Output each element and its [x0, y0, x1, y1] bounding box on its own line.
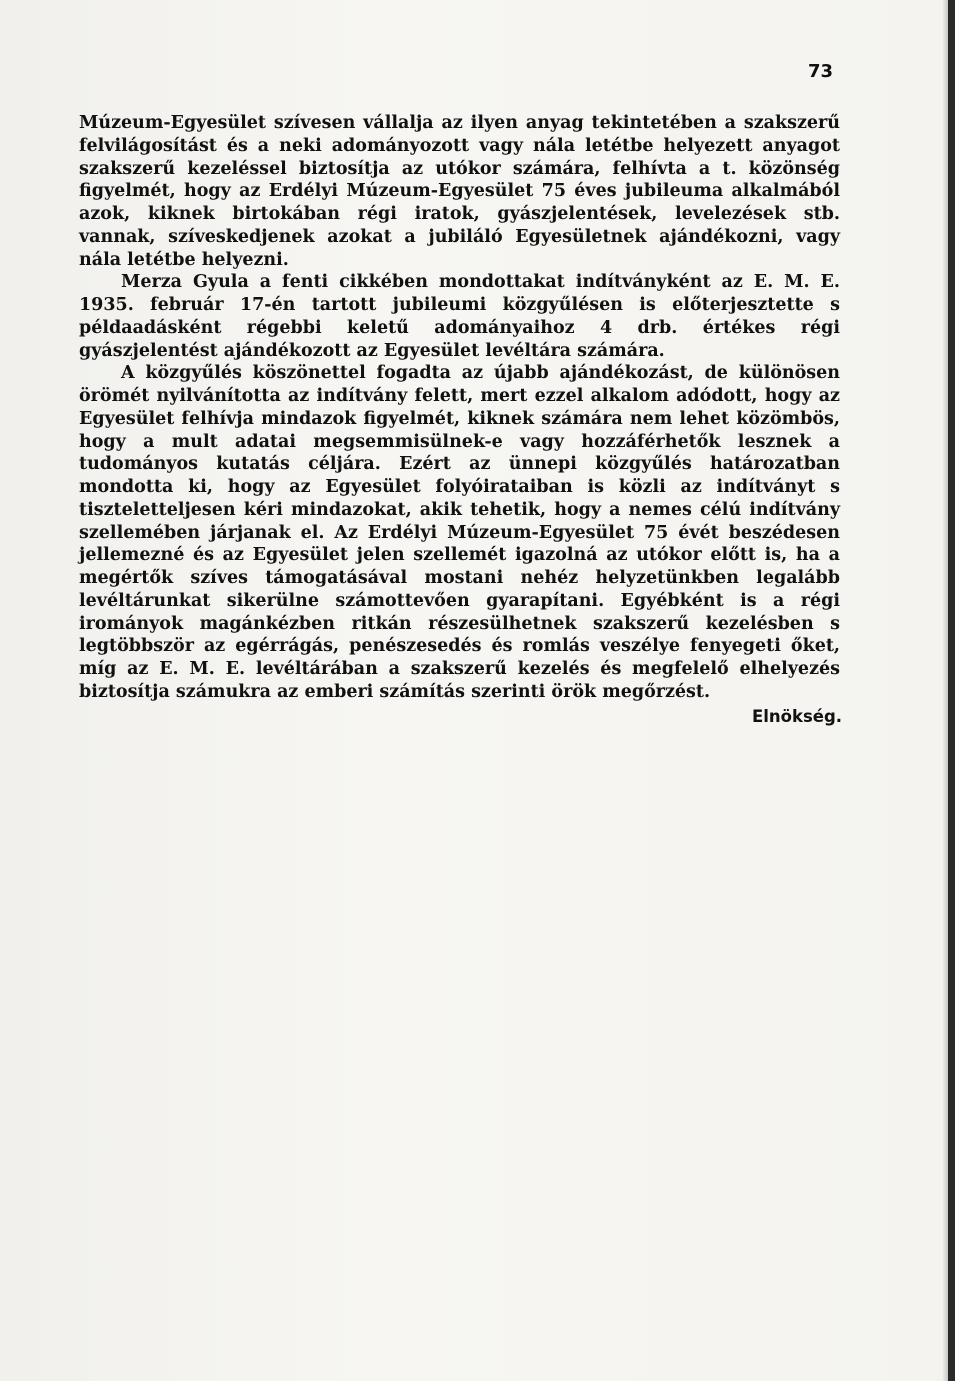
paragraph-1: Múzeum-Egyesület szívesen vállalja az ilyen anyag tekintetében a szakszerű felvilágosítást és a neki adományozott vagy nála letétbe helyezett anyagot szakszerű kezeléssel biztosítja az utókor számára, felhívta a t. közönség figyelmét, hogy az Erdélyi Múzeum-Egyesület 75 éves jubileuma alkalmából azok, kiknek birtokában régi iratok, gyászjelentések, levelezések stb. vannak, szíveskedjenek azokat a jubiláló Egyesületnek ajándékozni, vagy nála letétbe helyezni. [79, 113, 840, 270]
signature: Elnökség. [752, 707, 843, 726]
page-edge [948, 0, 955, 1381]
paragraph-3: A közgyűlés köszönettel fogadta az újabb ajándékozást, de különösen örömét nyilvánította az indítvány felett, mert ezzel alkalom adódott, hogy az Egyesület felhívja mindazok figyelmét, kiknek számára nem lehet közömbös, hogy a mult adatai megsemmisülnek-e vagy hozzáférhetők lesznek a tudományos kutatás céljára. Ezért az ünnepi közgyűlés határozatban mondotta ki, hogy az Egyesület folyóirataiban is közli az indítványt s tiszteletteljesen kéri mindazokat, akik tehetik, hogy a nemes célú indítvány szellemében járjanak el. Az Erdélyi Múzeum-Egyesület 75 évét beszédesen jellemezné és az Egyesület jelen szellemét igazolná az utókor előtt is, ha a megértők szíves támogatásával mostani nehéz helyzetünkben legalább levéltárunkat sikerülne számottevően gyarapítani. Egyébként is a régi irományok magánkézben ritkán részesülhetnek szakszerű kezelésben s legtöbbször az egérrágás, penészesedés és romlás veszélye fenyegeti őket, míg az E. M. E. levéltárában a szakszerű kezelés és megfelelő elhelyezés biztosítja számukra az emberi számítás szerinti örök megőrzést. [79, 363, 840, 702]
page-number: 73 [808, 61, 834, 82]
paragraph-2: Merza Gyula a fenti cikkében mondottakat indítványként az E. M. E. 1935. február 17-én tartott jubileumi közgyűlésen is előterjesztette s példaadásként régebbi keletű adományaihoz 4 drb. értékes régi gyászjelentést ajándékozott az Egyesület levéltára számára. [79, 272, 840, 361]
body-text [79, 112, 840, 704]
